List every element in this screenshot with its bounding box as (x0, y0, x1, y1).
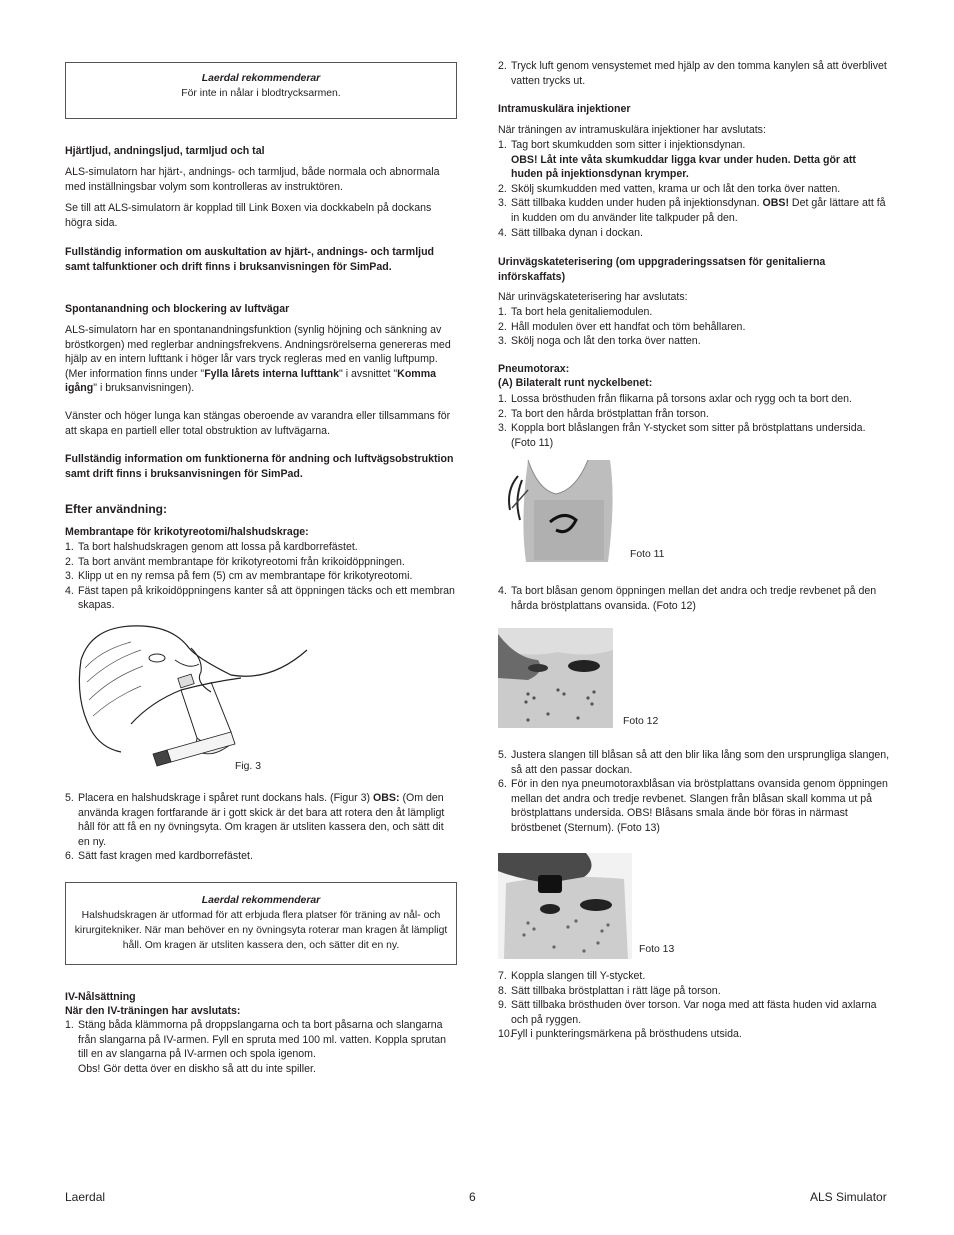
list-number: 2. (498, 182, 507, 195)
text-span: (Om den använda kragen fortfarande är i gott skick är det bara att rotera den åt lämpligt håll för att få en ny övningsyta. Om kragen är utsliten kassera den, och sätt dit en ny. (78, 792, 445, 848)
list-item (65, 569, 457, 584)
list-text: Skölj noga och låt den torka över natten. (511, 335, 701, 348)
list-text: Sätt tillbaka bröstplattan i rätt läge på torson. (511, 984, 721, 997)
list-text: Sätt tillbaka brösthuden över torson. Var noga med att fästa huden vid axlarna och på ryggen. (511, 999, 877, 1026)
list-item (498, 984, 890, 999)
list-number: 6. (498, 778, 507, 791)
text-span: Sätt tillbaka kudden under huden på injektionsdynan. (511, 197, 763, 210)
pneumothorax-list-4 (498, 584, 890, 613)
list-number: 1. (498, 393, 507, 405)
list-item (498, 969, 890, 984)
list-item (498, 305, 890, 320)
heading-membrane-tape: Membrantape för krikotyreotomi/halshudskrage: (65, 526, 309, 538)
list-text: Ta bort den hårda bröstplattan från torson. (511, 407, 709, 420)
list-number: 4. (65, 584, 74, 597)
list-text: Fäst tapen på krikoidöppningens kanter så att öppningen täcks och ett membran skapas. (78, 584, 455, 612)
paragraph-link-box: Se till att ALS-simulatorn är kopplad till Link Boxen via dockkabeln på dockans högra sida. (65, 202, 432, 229)
list-text: Justera slangen till blåsan så att den blir lika lång som den ursprungliga slangen, så att den passar dockan. (511, 749, 890, 776)
list-number: 1. (498, 306, 507, 318)
list-number: 4. (498, 226, 507, 239)
photo-11-image (498, 460, 614, 562)
text-span: " i avsnittet " (339, 367, 398, 380)
list-item (498, 584, 890, 613)
list-item (498, 407, 890, 422)
list-text: Klipp ut en ny remsa på fem (5) cm av membrantape för krikotyreotomi. (78, 570, 413, 583)
text-bold: OBS! Låt inte våta skumkuddar ligga kvar under huden. Detta gör att huden på injektionsdynan krymper. (511, 153, 856, 181)
pneumothorax-list-5-6 (498, 748, 890, 836)
list-number: 1. (65, 1019, 74, 1031)
photo-12-image (498, 628, 613, 728)
list-item (498, 748, 890, 777)
heading-iv-after: När den IV-träningen har avslutats: (65, 1005, 241, 1017)
paragraph-lung-obstruction: Vänster och höger lunga kan stängas oberoende av varandra eller tillsammans för att skapa en partiell eller total obstruktion av luftvägarna. (65, 410, 451, 437)
text-span: ALS-simulatorn har en spontanandningsfunktion (synlig höjning och sänkning av bröstkorgen) med reglerbar andningsfrekvens. Andningsrörelserna genereras med hjälp av en intern lufttank i höger lår vars tryck regleras med en vanlig luftpump. (Mer information finns under " (65, 324, 451, 380)
paragraph-full-info-breathing: Fullständig information om funktionerna för andning och luftvägsobstruktion samt drift finns i bruksanvisningen för SimPad. (65, 453, 454, 480)
text-span: Tryck luft genom vensystemet med hjälp av den tomma kanylen så att överblivet vatten trycks ut. (511, 60, 887, 87)
figure-3-caption: Fig. 3 (235, 761, 261, 772)
list-item (498, 1027, 890, 1042)
list-number: 5. (498, 749, 507, 761)
text-span: Sätt tillbaka dynan i dockan. (511, 226, 643, 239)
list-item (65, 555, 457, 570)
list-number: 2. (498, 320, 507, 333)
text-span: Tag bort skumkudden som sitter i injektionsdynan. (511, 139, 746, 151)
text-span: Sätt fast kragen med kardborrefästet. (78, 850, 253, 863)
list-number: 2. (65, 555, 74, 568)
list-number: 1. (498, 139, 507, 151)
footer-page-number: 6 (469, 1190, 476, 1204)
list-number: 2. (498, 60, 507, 72)
footer-right: ALS Simulator (810, 1190, 887, 1204)
list-item (498, 334, 890, 349)
list-text: Koppla slangen till Y-stycket. (511, 970, 646, 982)
text-span: Ta bort blåsan genom öppningen mellan det andra och tredje revbenet på den hårda bröstplattans ovansida. (Foto 12) (511, 585, 877, 612)
iv-list-continued (498, 59, 890, 88)
box-title: Laerdal rekommenderar (201, 73, 321, 84)
text-span: Placera en halshudskrage i spåret runt dockans hals. (Figur 3) (78, 792, 374, 804)
heading-bilateral: (A) Bilateralt runt nyckelbenet: (498, 377, 653, 389)
box-text: Halshudskragen är utformad för att erbjuda flera platser för träning av nål- och kirurgitekniker. När man behöver en ny övningsyta roterar man kragen åt lämpligt håll. Om kragen är utsliten kassera den, och sätter dit en ny. (74, 910, 448, 951)
membrane-list (65, 540, 457, 613)
list-number: 1. (65, 541, 74, 553)
membrane-list-continued (65, 791, 457, 864)
text-span: Skölj skumkudden med vatten, krama ur och låt den torka över natten. (511, 182, 841, 195)
list-item (498, 421, 890, 450)
list-item (65, 540, 457, 555)
paragraph-heart-sounds: ALS-simulatorn har hjärt-, andnings- och tarmljud, både normala och abnormala med inställningsbar volym som kontrolleras av instruktören. (65, 166, 440, 193)
list-number: 9. (498, 999, 507, 1012)
photo-12-caption: Foto 12 (623, 716, 659, 727)
list-text: Fyll i punkteringsmärkena på brösthudens utsida. (511, 1028, 742, 1041)
list-item (498, 182, 890, 197)
list-text: Ta bort använt membrantape för krikotyreotomi från krikoidöppningen. (78, 555, 405, 568)
list-item (498, 59, 890, 88)
photo-13-image (498, 853, 632, 959)
heading-after-use: Efter användning: (65, 502, 168, 516)
list-text: Ta bort hela genitaliemodulen. (511, 306, 653, 318)
text-bold: Fylla lårets interna lufttank (204, 367, 339, 380)
list-number: 3. (65, 570, 74, 583)
list-item (65, 849, 457, 864)
list-text: För in den nya pneumotoraxblåsan via bröstplattans ovansida genom öppningen mellan det andra och tredje revbenet. Slangen från blåsan skall komma ut på bröstplattans undersida. OBS! Blåsans smala ände bör föras in närmast bröstbenet (Sternum). (Foto 13) (511, 778, 888, 834)
photo-11 (498, 460, 614, 562)
pneumothorax-list-7-10 (498, 969, 890, 1042)
heading-iv: IV-Nålsättning (65, 991, 136, 1003)
text-bold: OBS: (373, 792, 400, 804)
intramuscular-list (498, 138, 890, 240)
paragraph-intramuscular: När träningen av intramuskulära injektioner har avslutats: (498, 124, 766, 136)
list-item (65, 584, 457, 613)
list-item (498, 777, 890, 835)
list-number: 8. (498, 984, 507, 997)
list-number: 5. (65, 792, 74, 804)
text-bold: OBS! (762, 197, 789, 210)
list-item (498, 320, 890, 335)
photo-12 (498, 628, 613, 728)
list-item (498, 226, 890, 241)
list-text: Håll modulen över ett handfat och töm behållaren. (511, 320, 746, 333)
list-number: 3. (498, 422, 507, 435)
pneumothorax-list (498, 392, 890, 450)
photo-13 (498, 853, 632, 959)
text-span: Det går lättare att få in kudden om du använder lite talkpuder på den. (511, 197, 886, 224)
list-item (498, 196, 890, 225)
list-number: 7. (498, 970, 507, 982)
text-span: Stäng båda klämmorna på droppslangarna och ta bort påsarna och slangarna från slangarna på IV-armen. Fyll en spruta med 100 ml. vatten. Koppla sprutan till en av slangarna på IV-armen och spola igenom. (78, 1019, 447, 1061)
list-number: 6. (65, 850, 74, 863)
text-bold: Komma igång (65, 367, 437, 395)
text-span: Obs! Gör detta över en diskho så att du inte spiller. (78, 1062, 316, 1075)
list-text: Koppla bort blåslangen från Y-stycket som sitter på bröstplattans undersida. (Foto 11) (511, 422, 866, 449)
text-span: " i bruksanvisningen). (93, 382, 195, 395)
list-number: 3. (498, 197, 507, 210)
urinary-list (498, 305, 890, 349)
box-title: Laerdal rekommenderar (201, 895, 321, 906)
list-number: 4. (498, 585, 507, 597)
recommendation-box-1 (65, 62, 457, 119)
list-item (498, 392, 890, 407)
photo-11-caption: Foto 11 (630, 549, 665, 560)
list-text: Ta bort halshudskragen genom att lossa på kardborrefästet. (78, 541, 358, 553)
photo-13-caption: Foto 13 (639, 944, 675, 955)
iv-list (65, 1018, 457, 1076)
heading-intramuscular: Intramuskulära injektioner (498, 103, 631, 115)
figure-3-neck-illustration (71, 620, 311, 780)
list-number: 2. (498, 407, 507, 420)
list-item (498, 138, 890, 182)
heading-spontaneous-breathing: Spontanandning och blockering av luftvägar (65, 303, 290, 315)
list-text: Lossa brösthuden från flikarna på torsons axlar och rygg och ta bort den. (511, 393, 852, 405)
heading-pneumothorax: Pneumotorax: (498, 363, 570, 375)
list-number: 3. (498, 335, 507, 348)
paragraph-urinary: När urinvägskateterisering har avslutats: (498, 291, 688, 303)
heading-heart-sounds: Hjärtljud, andningsljud, tarmljud och tal (65, 145, 265, 157)
paragraph-spontaneous-breathing (65, 323, 457, 396)
paragraph-full-info-auscultation: Fullständig information om auskultation av hjärt-, andnings- och tarmljud samt talfunktioner och drift finns i bruksanvisningen för SimPad. (65, 246, 435, 273)
heading-urinary: Urinvägskateterisering (om uppgraderingssatsen för genitalierna införskaffats) (498, 256, 826, 283)
recommendation-box-2 (65, 882, 457, 965)
list-item (65, 1018, 457, 1076)
box-text: För inte in nålar i blodtrycksarmen. (181, 88, 341, 99)
list-number: 10. (498, 1028, 513, 1041)
list-item (498, 998, 890, 1027)
list-item (65, 791, 457, 849)
footer-left: Laerdal (65, 1190, 106, 1204)
